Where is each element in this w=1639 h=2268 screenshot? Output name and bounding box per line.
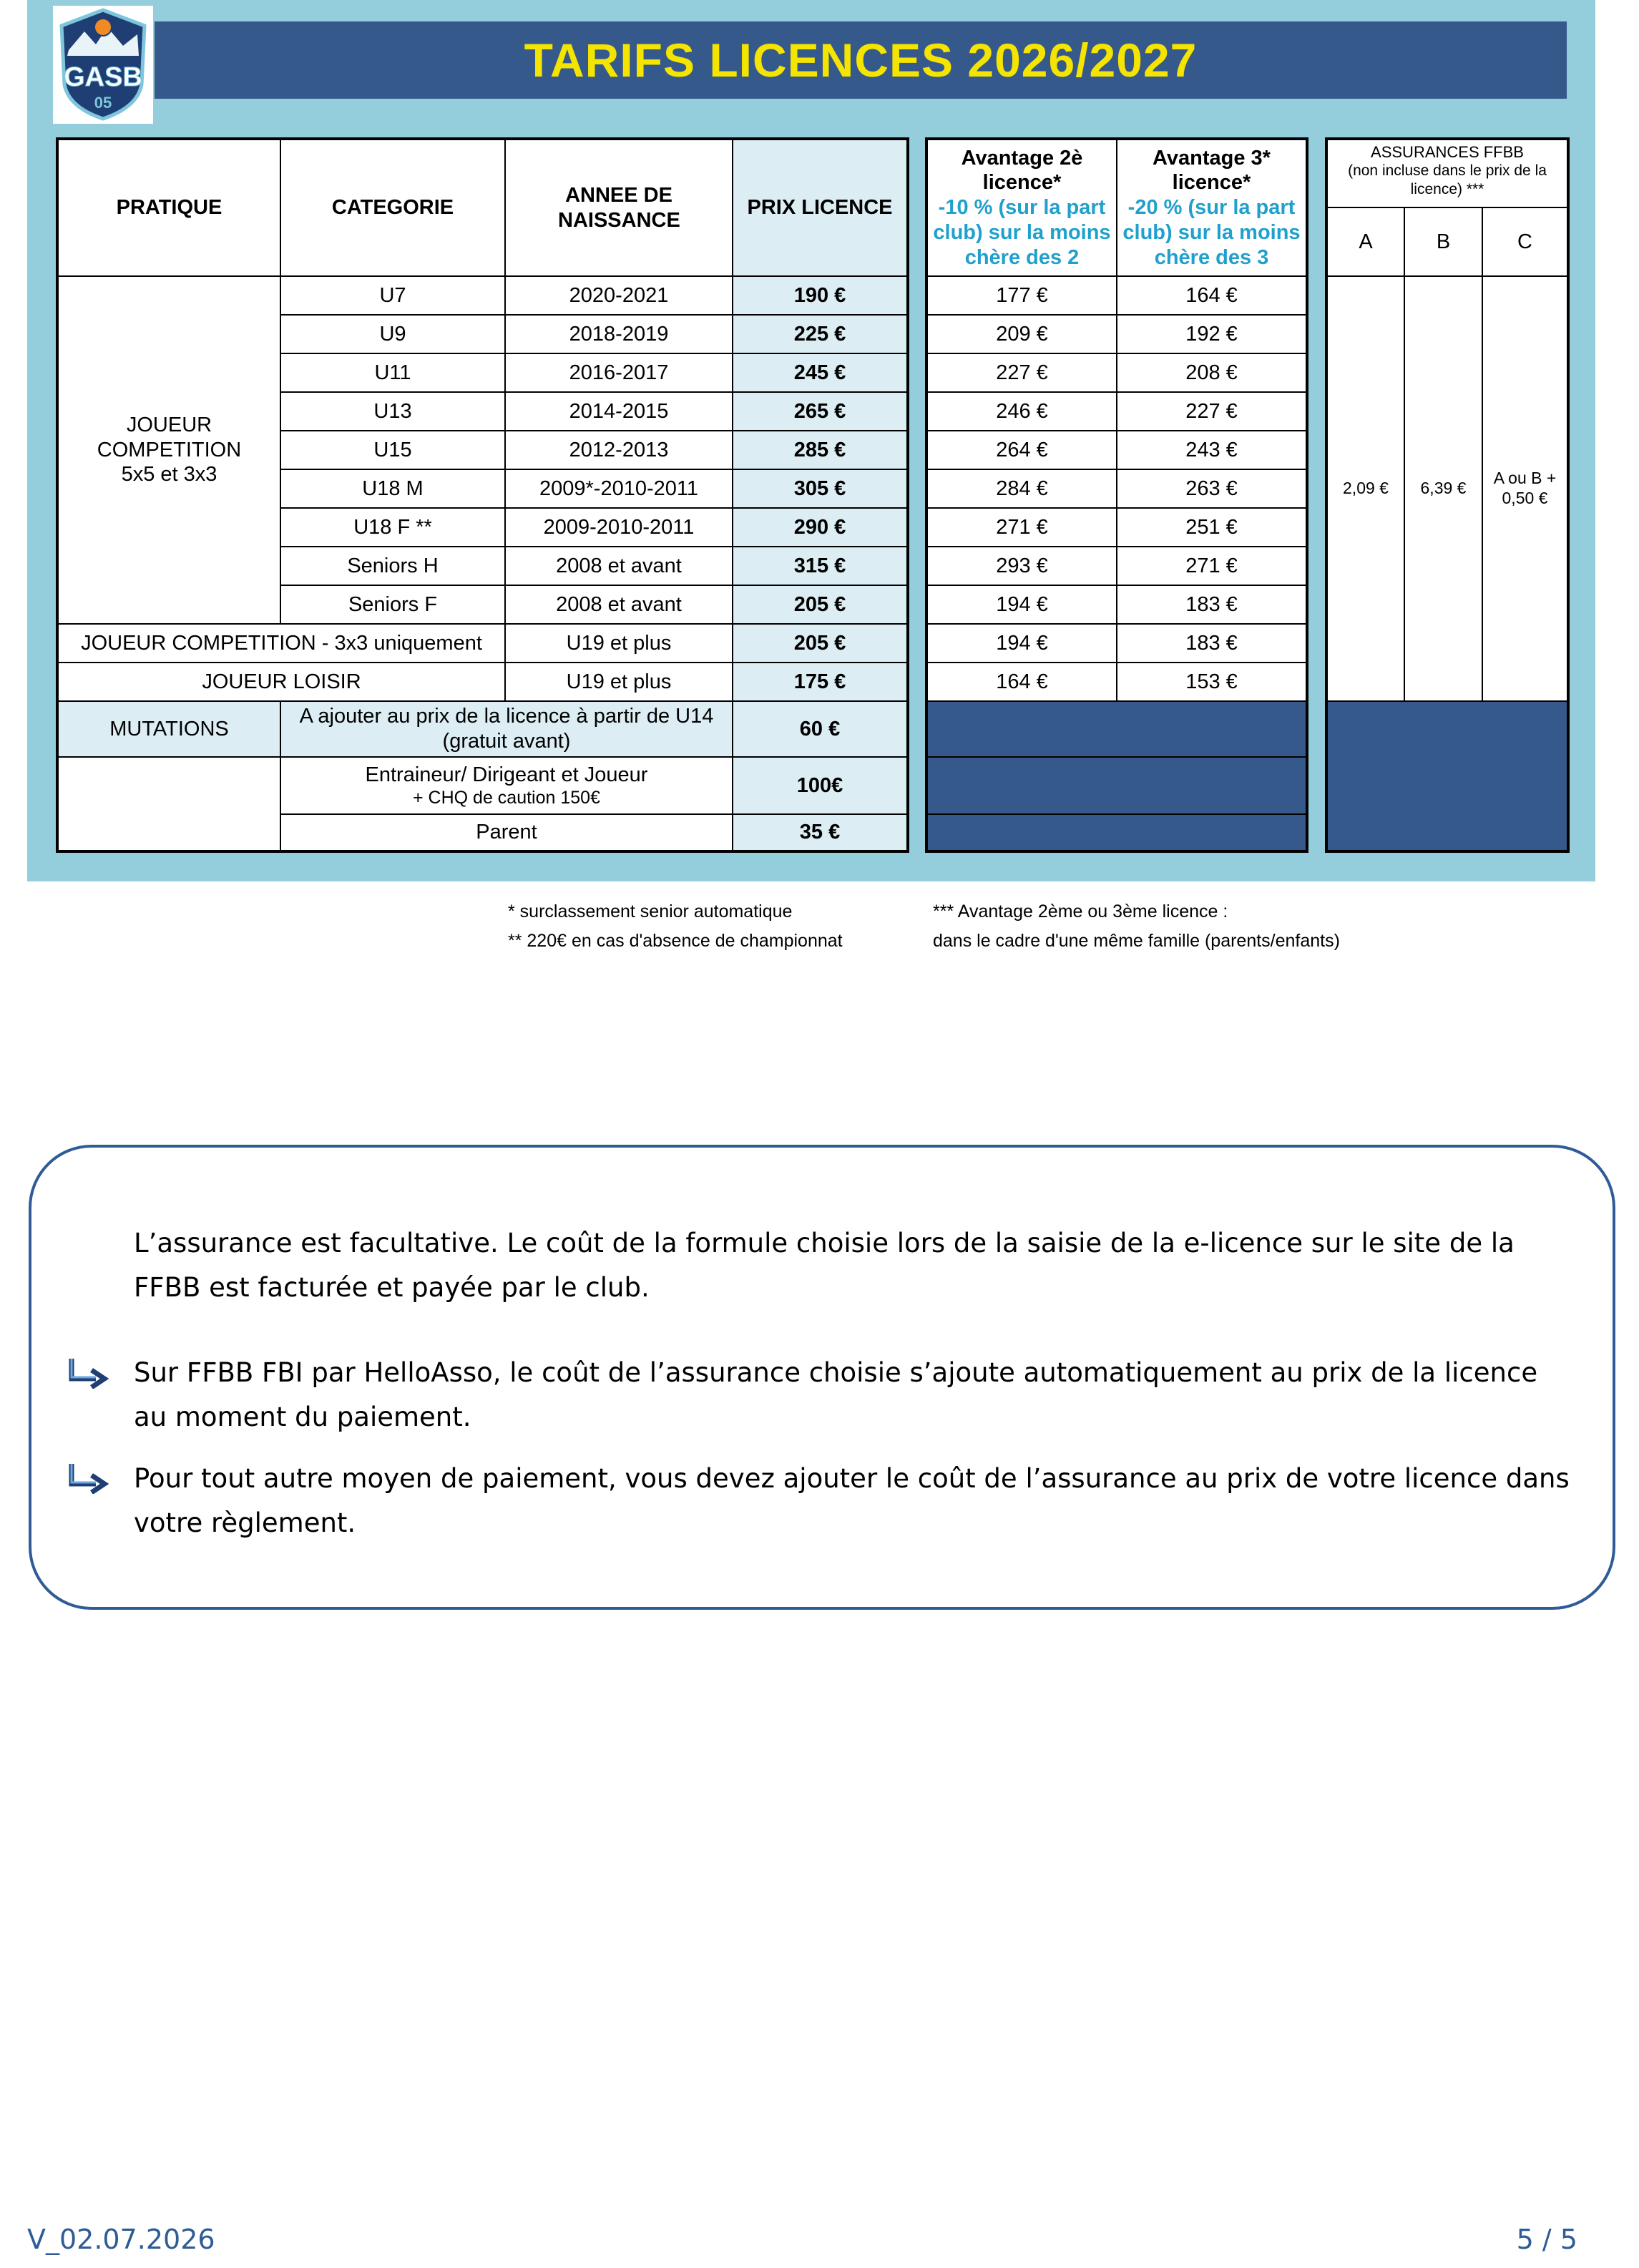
prix-cell: 205 €: [733, 585, 908, 624]
arrow-right-icon: [66, 1461, 110, 1494]
advantage-3-cell: 192 €: [1117, 315, 1307, 353]
row-3x3: [57, 624, 908, 663]
advantage-2-cell: 246 €: [926, 392, 1117, 431]
advantage-3-cell: 251 €: [1117, 508, 1307, 547]
table-row: [926, 757, 1307, 814]
insurance-title-text: ASSURANCES FFBB: [1371, 143, 1524, 161]
insurance-table: [1325, 137, 1570, 853]
footnotes-right: [933, 897, 1340, 956]
insurance-col-b: B: [1404, 207, 1482, 276]
insurance-col-row: [1326, 207, 1568, 276]
categorie-cell: U18 M: [280, 469, 505, 508]
header-prix: PRIX LICENCE: [733, 139, 908, 276]
insurance-col-a: A: [1326, 207, 1404, 276]
tarifs-panel: [27, 0, 1595, 881]
annee-cell: 2012-2013: [505, 431, 733, 469]
categorie-cell: U7: [280, 276, 505, 315]
table-row: [926, 276, 1307, 315]
insurance-blank-row: [1326, 701, 1568, 851]
pratique-3x3: JOUEUR COMPETITION - 3x3 uniquement: [57, 624, 505, 663]
annee-cell: 2008 et avant: [505, 547, 733, 585]
advantage-3-header: [1117, 139, 1307, 276]
advantage-2-detail: -10 % (sur la part club) sur la moins chère des 2: [933, 196, 1111, 269]
blank-blue-cell: [1326, 701, 1568, 851]
info-bullet: Pour tout autre moyen de paiement, vous devez ajouter le coût de l’assurance au prix de votre licence dans votre règlement.: [134, 1463, 1570, 1538]
table-row: [926, 547, 1307, 585]
insurance-value-a: 2,09 €: [1326, 276, 1404, 701]
tariff-table: [56, 137, 909, 853]
advantage-3-cell: 263 €: [1117, 469, 1307, 508]
header-annee: [505, 139, 733, 276]
logo-subtext: 05: [94, 94, 112, 112]
annee-cell: U19 et plus: [505, 624, 733, 663]
categorie-cell: U13: [280, 392, 505, 431]
advantage-3-cell: 183 €: [1117, 585, 1307, 624]
table-row: [926, 663, 1307, 701]
prix-cell: 175 €: [733, 663, 908, 701]
basketball-club-crest-icon: [53, 6, 153, 124]
advantage-2-cell: 284 €: [926, 469, 1117, 508]
categorie-cell: Seniors F: [280, 585, 505, 624]
header-categorie: CATEGORIE: [280, 139, 505, 276]
prix-cell: 225 €: [733, 315, 908, 353]
entraineur-desc-line2: + CHQ de caution 150€: [413, 788, 600, 808]
page-title: TARIFS LICENCES 2026/2027: [524, 34, 1198, 87]
footnote: dans le cadre d'une même famille (parents/enfants): [933, 931, 1340, 951]
pratique-competition-text: JOUEUR COMPETITION 5x5 et 3x3: [97, 413, 242, 487]
pratique-loisir: JOUEUR LOISIR: [57, 663, 505, 701]
row-entraineur: [57, 757, 908, 814]
table-row: [926, 353, 1307, 392]
footnote: *** Avantage 2ème ou 3ème licence :: [933, 901, 1228, 922]
annee-cell: 2009*-2010-2011: [505, 469, 733, 508]
advantage-2-cell: 209 €: [926, 315, 1117, 353]
prix-cell: 190 €: [733, 276, 908, 315]
row-mutations: [57, 701, 908, 757]
info-paragraph: L’assurance est facultative. Le coût de la formule choisie lors de la saisie de la e-licence sur le site de la FFBB est facturée et payée par le club.: [134, 1228, 1515, 1303]
categorie-cell: U15: [280, 431, 505, 469]
advantage-header-row: [926, 139, 1307, 276]
club-logo: [53, 6, 153, 124]
insurance-value-b: 6,39 €: [1404, 276, 1482, 701]
advantage-3-cell: 271 €: [1117, 547, 1307, 585]
categorie-cell: U18 F **: [280, 508, 505, 547]
categorie-cell: U11: [280, 353, 505, 392]
table-row: [926, 624, 1307, 663]
pratique-competition: [57, 276, 280, 624]
prix-cell: 315 €: [733, 547, 908, 585]
advantage-2-title: Avantage 2è licence*: [961, 146, 1083, 195]
header-pratique: PRATIQUE: [57, 139, 280, 276]
annee-cell: 2018-2019: [505, 315, 733, 353]
advantage-2-cell: 293 €: [926, 547, 1117, 585]
categorie-cell: Seniors H: [280, 547, 505, 585]
table-row: [926, 701, 1307, 757]
table-row: [926, 585, 1307, 624]
mutations-desc: [280, 701, 733, 757]
prix-cell: 305 €: [733, 469, 908, 508]
prix-cell: 205 €: [733, 624, 908, 663]
footnote: * surclassement senior automatique: [508, 901, 793, 922]
prix-cell: 265 €: [733, 392, 908, 431]
header-annee-text: ANNEE DE NAISSANCE: [558, 183, 680, 232]
prix-cell: 100€: [733, 757, 908, 814]
info-bullet: Sur FFBB FBI par HelloAsso, le coût de l’assurance choisie s’ajoute automatiquement au prix de la licence au moment du paiement.: [134, 1357, 1538, 1432]
tariff-header-row: [57, 139, 908, 276]
empty-cell: [57, 757, 280, 851]
advantage-3-cell: 153 €: [1117, 663, 1307, 701]
blank-blue-cell: [926, 701, 1307, 757]
insurance-col-c: C: [1482, 207, 1568, 276]
annee-cell: 2020-2021: [505, 276, 733, 315]
mutations-label: MUTATIONS: [57, 701, 280, 757]
annee-cell: U19 et plus: [505, 663, 733, 701]
mutations-desc-text: A ajouter au prix de la licence à partir de U14 (gratuit avant): [299, 705, 714, 753]
advantage-3-detail: -20 % (sur la part club) sur la moins chère des 3: [1122, 196, 1301, 269]
prix-cell: 285 €: [733, 431, 908, 469]
advantage-2-cell: 264 €: [926, 431, 1117, 469]
categorie-cell: U9: [280, 315, 505, 353]
advantage-2-cell: 194 €: [926, 624, 1117, 663]
advantage-table: [925, 137, 1308, 853]
footnotes-left: [508, 897, 843, 956]
table-row: [926, 469, 1307, 508]
insurance-subtitle: (non incluse dans le prix de la licence) ***: [1348, 162, 1547, 197]
insurance-value-c: [1482, 276, 1568, 701]
table-row: [926, 315, 1307, 353]
prix-cell: 290 €: [733, 508, 908, 547]
annee-cell: 2008 et avant: [505, 585, 733, 624]
annee-cell: 2016-2017: [505, 353, 733, 392]
insurance-value-row: [1326, 276, 1568, 701]
entraineur-desc: [280, 757, 733, 814]
advantage-3-cell: 227 €: [1117, 392, 1307, 431]
insurance-title: [1326, 139, 1568, 207]
blank-blue-cell: [926, 757, 1307, 814]
version-label: V_02.07.2026: [27, 2224, 215, 2255]
table-row: [926, 508, 1307, 547]
table-row: [926, 814, 1307, 851]
advantage-2-cell: 227 €: [926, 353, 1117, 392]
prix-cell: 35 €: [733, 814, 908, 851]
advantage-3-cell: 208 €: [1117, 353, 1307, 392]
page-number: 5 / 5: [1516, 2224, 1577, 2255]
advantage-3-cell: 164 €: [1117, 276, 1307, 315]
advantage-2-cell: 177 €: [926, 276, 1117, 315]
footnote: ** 220€ en cas d'absence de championnat: [508, 931, 843, 951]
advantage-2-cell: 194 €: [926, 585, 1117, 624]
logo-text: GASB: [64, 62, 142, 92]
insurance-value-c-text: A ou B + 0,50 €: [1493, 469, 1557, 507]
prix-cell: 245 €: [733, 353, 908, 392]
arrow-right-icon: [66, 1356, 110, 1389]
table-row: [926, 431, 1307, 469]
advantage-3-cell: 243 €: [1117, 431, 1307, 469]
advantage-2-cell: 164 €: [926, 663, 1117, 701]
table-row: [57, 276, 908, 315]
entraineur-desc-line1: Entraineur/ Dirigeant et Joueur: [365, 763, 648, 786]
insurance-title-row: [1326, 139, 1568, 207]
row-loisir: [57, 663, 908, 701]
advantage-2-cell: 271 €: [926, 508, 1117, 547]
parent-desc: Parent: [280, 814, 733, 851]
title-bar: [155, 21, 1567, 99]
advantage-3-cell: 183 €: [1117, 624, 1307, 663]
annee-cell: 2014-2015: [505, 392, 733, 431]
annee-cell: 2009-2010-2011: [505, 508, 733, 547]
prix-cell: 60 €: [733, 701, 908, 757]
advantage-3-title: Avantage 3* licence*: [1153, 146, 1271, 195]
blank-blue-cell: [926, 814, 1307, 851]
advantage-2-header: [926, 139, 1117, 276]
table-row: [926, 392, 1307, 431]
